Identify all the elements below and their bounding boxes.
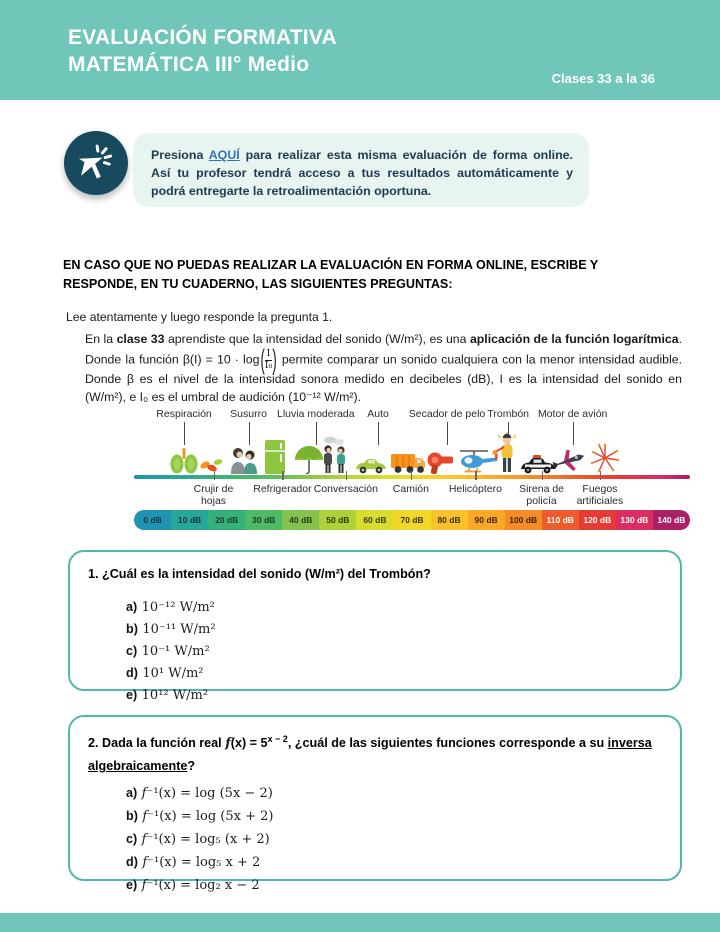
fraction-denominator: I₀	[264, 359, 273, 371]
tick-mark	[282, 471, 284, 480]
fraction-numerator: I	[266, 347, 271, 359]
question-1-options	[126, 596, 662, 706]
bold-aplicacion: aplicación de la función logarítmica	[469, 332, 679, 346]
figure-label: Camión	[392, 483, 429, 495]
tick-mark	[475, 471, 477, 480]
figure-label: Susurro	[230, 408, 267, 420]
paragraph-seg: permite comparar un sonido cualquiera con la menor intensidad audible. Donde β es el nivel de la intensidad sonora medido en decibeles (dB), I es la intensidad del sonido en (W/m²), e I₀ es el umbral de audición (10⁻¹² W/m²).	[85, 352, 682, 405]
context-paragraph	[85, 331, 682, 407]
db-segment: 20 dB	[208, 510, 245, 530]
function-f: f	[141, 878, 147, 894]
sound-intensity-scale-figure	[134, 408, 690, 536]
fireworks-icon	[589, 442, 621, 474]
jet-icon	[550, 448, 586, 474]
click-cursor-icon	[64, 131, 128, 195]
tick-mark	[214, 471, 216, 480]
db-segment: 130 dB	[616, 510, 653, 530]
lungs-icon	[169, 448, 199, 474]
figure-label: Fuegos artificiales	[576, 483, 624, 507]
exponent: x − 2	[267, 734, 288, 744]
paragraph-seg: En la	[85, 332, 117, 346]
decibel-scale-bar	[134, 510, 690, 530]
lead-sentence: Lee atentamente y luego responde la pregunta 1.	[66, 310, 333, 324]
classes-badge: Clases 33 a la 36	[551, 71, 655, 86]
online-evaluation-callout	[133, 133, 589, 207]
title-seg: , ¿cuál de las siguientes funciones corresponde a su	[287, 736, 608, 751]
label-connector	[573, 422, 574, 445]
leaves-icon	[199, 456, 223, 474]
page-title	[68, 24, 337, 78]
option-row	[126, 596, 662, 618]
question-1-box	[68, 550, 682, 703]
tick-mark	[346, 471, 348, 480]
db-segment: 120 dB	[579, 510, 616, 530]
option-value: 10⁻¹² W/m²	[141, 600, 215, 615]
option-letter: b)	[126, 809, 138, 824]
option-row	[126, 684, 662, 706]
page-title-line1: EVALUACIÓN FORMATIVA	[68, 26, 337, 49]
option-row	[126, 874, 662, 897]
truck-icon	[390, 452, 426, 474]
label-connector	[184, 422, 185, 445]
option-value: ⁻¹(x) = log (5x + 2)	[147, 809, 274, 825]
function-f: f	[225, 736, 231, 752]
figure-label: Helicóptero	[448, 483, 502, 495]
log-fraction	[260, 343, 277, 376]
tick-mark	[411, 471, 413, 480]
option-letter: e)	[126, 878, 138, 893]
label-connector	[378, 422, 379, 445]
refrigerator-icon	[264, 440, 286, 474]
option-value: ⁻¹(x) = log₅ (x + 2)	[146, 832, 270, 848]
option-value: 10⁻¹¹ W/m²	[142, 622, 216, 637]
option-value: 10¹² W/m²	[141, 688, 209, 703]
db-segment: 0 dB	[134, 510, 171, 530]
trombone-player-icon	[492, 432, 522, 474]
paragraph-seg: . Donde la función β(I) = 10 · log	[85, 332, 682, 367]
tick-mark	[600, 471, 602, 480]
figure-label: Respiración	[156, 408, 212, 420]
option-value: 10¹ W/m²	[142, 666, 204, 681]
option-value: ⁻¹(x) = log (5x − 2)	[146, 786, 273, 802]
option-row	[126, 618, 662, 640]
title-seg: 2. Dada la función real	[88, 736, 226, 751]
db-segment: 140 dB	[653, 510, 690, 530]
option-letter: d)	[126, 855, 138, 870]
bold-clase-33: clase 33	[116, 332, 165, 346]
db-segment: 70 dB	[393, 510, 430, 530]
question-2-title	[88, 728, 662, 777]
page-title-line2: MATEMÁTICA III° Medio	[68, 53, 310, 76]
underlined-inversa: inversa algebraicamente	[88, 736, 652, 774]
db-segment: 30 dB	[245, 510, 282, 530]
label-connector	[447, 422, 448, 445]
hair-dryer-icon	[426, 452, 454, 474]
option-letter: a)	[126, 786, 138, 801]
figure-label: Conversación	[313, 483, 378, 495]
aqui-link[interactable]: AQUÍ	[208, 148, 240, 162]
option-row	[126, 640, 662, 662]
function-f: f	[142, 855, 148, 871]
option-row	[126, 805, 662, 828]
label-connector	[249, 422, 250, 445]
figure-label: Crujir de hojas	[193, 483, 234, 507]
function-f: f	[142, 809, 148, 825]
figure-label: Motor de avión	[537, 408, 608, 420]
figure-label: Sirena de policía	[519, 483, 565, 507]
function-f: f	[141, 786, 147, 802]
figure-label: Trombón	[487, 408, 530, 420]
footer-band	[0, 913, 720, 932]
label-connector	[316, 422, 317, 445]
db-segment: 10 dB	[171, 510, 208, 530]
db-segment: 80 dB	[431, 510, 468, 530]
option-letter: e)	[126, 688, 138, 702]
figure-label: Lluvia moderada	[276, 408, 355, 420]
option-value: ⁻¹(x) = log₂ x − 2	[146, 878, 260, 894]
option-row	[126, 828, 662, 851]
db-segment: 90 dB	[468, 510, 505, 530]
paragraph-seg: aprendiste que la intensidad del sonido (W/m²), es una	[164, 332, 470, 346]
db-segment: 40 dB	[282, 510, 319, 530]
callout-text-after: para realizar esta misma evaluación de forma online. Así tu profesor tendrá acceso a tus resultados automáticamente y podrá entregarte la retroalimentación oportuna.	[151, 148, 573, 198]
header-band	[0, 0, 720, 100]
figure-label: Auto	[367, 408, 389, 420]
question-2-options	[126, 782, 662, 897]
whispering-people-icon	[229, 446, 259, 474]
db-segment: 110 dB	[542, 510, 579, 530]
db-segment: 100 dB	[505, 510, 542, 530]
option-letter: d)	[126, 666, 138, 680]
title-seg: ?	[187, 759, 196, 774]
option-value: 10⁻¹ W/m²	[141, 644, 210, 659]
option-value: ⁻¹(x) = log₅ x + 2	[147, 855, 261, 871]
option-row	[126, 662, 662, 684]
close-paren: )	[272, 343, 277, 376]
open-paren: (	[260, 343, 265, 376]
option-row	[126, 782, 662, 805]
option-letter: c)	[126, 832, 138, 847]
title-seg: (x) = 5	[230, 736, 268, 751]
option-letter: c)	[126, 644, 138, 658]
option-row	[126, 851, 662, 874]
db-segment: 60 dB	[356, 510, 393, 530]
callout-text-before: Presiona	[151, 148, 209, 162]
figure-label: Refrigerador	[253, 483, 312, 495]
figure-label: Secador de pelo	[408, 408, 486, 420]
question-1-title: 1. ¿Cuál es la intensidad del sonido (W/m²) del Trombón?	[88, 567, 431, 581]
function-f: f	[141, 832, 147, 848]
option-letter: a)	[126, 600, 138, 614]
option-letter: b)	[126, 622, 138, 636]
question-2-box	[68, 715, 682, 894]
car-icon	[354, 457, 388, 474]
conversation-people-icon	[320, 436, 350, 474]
db-segment: 50 dB	[319, 510, 356, 530]
callout-text	[151, 146, 573, 200]
tick-mark	[542, 471, 544, 480]
offline-instructions: EN CASO QUE NO PUEDAS REALIZAR LA EVALUACIÓN EN FORMA ONLINE, ESCRIBE Y RESPONDE, EN TU CUADERNO, LAS SIGUIENTES PREGUNTAS:	[63, 258, 599, 291]
